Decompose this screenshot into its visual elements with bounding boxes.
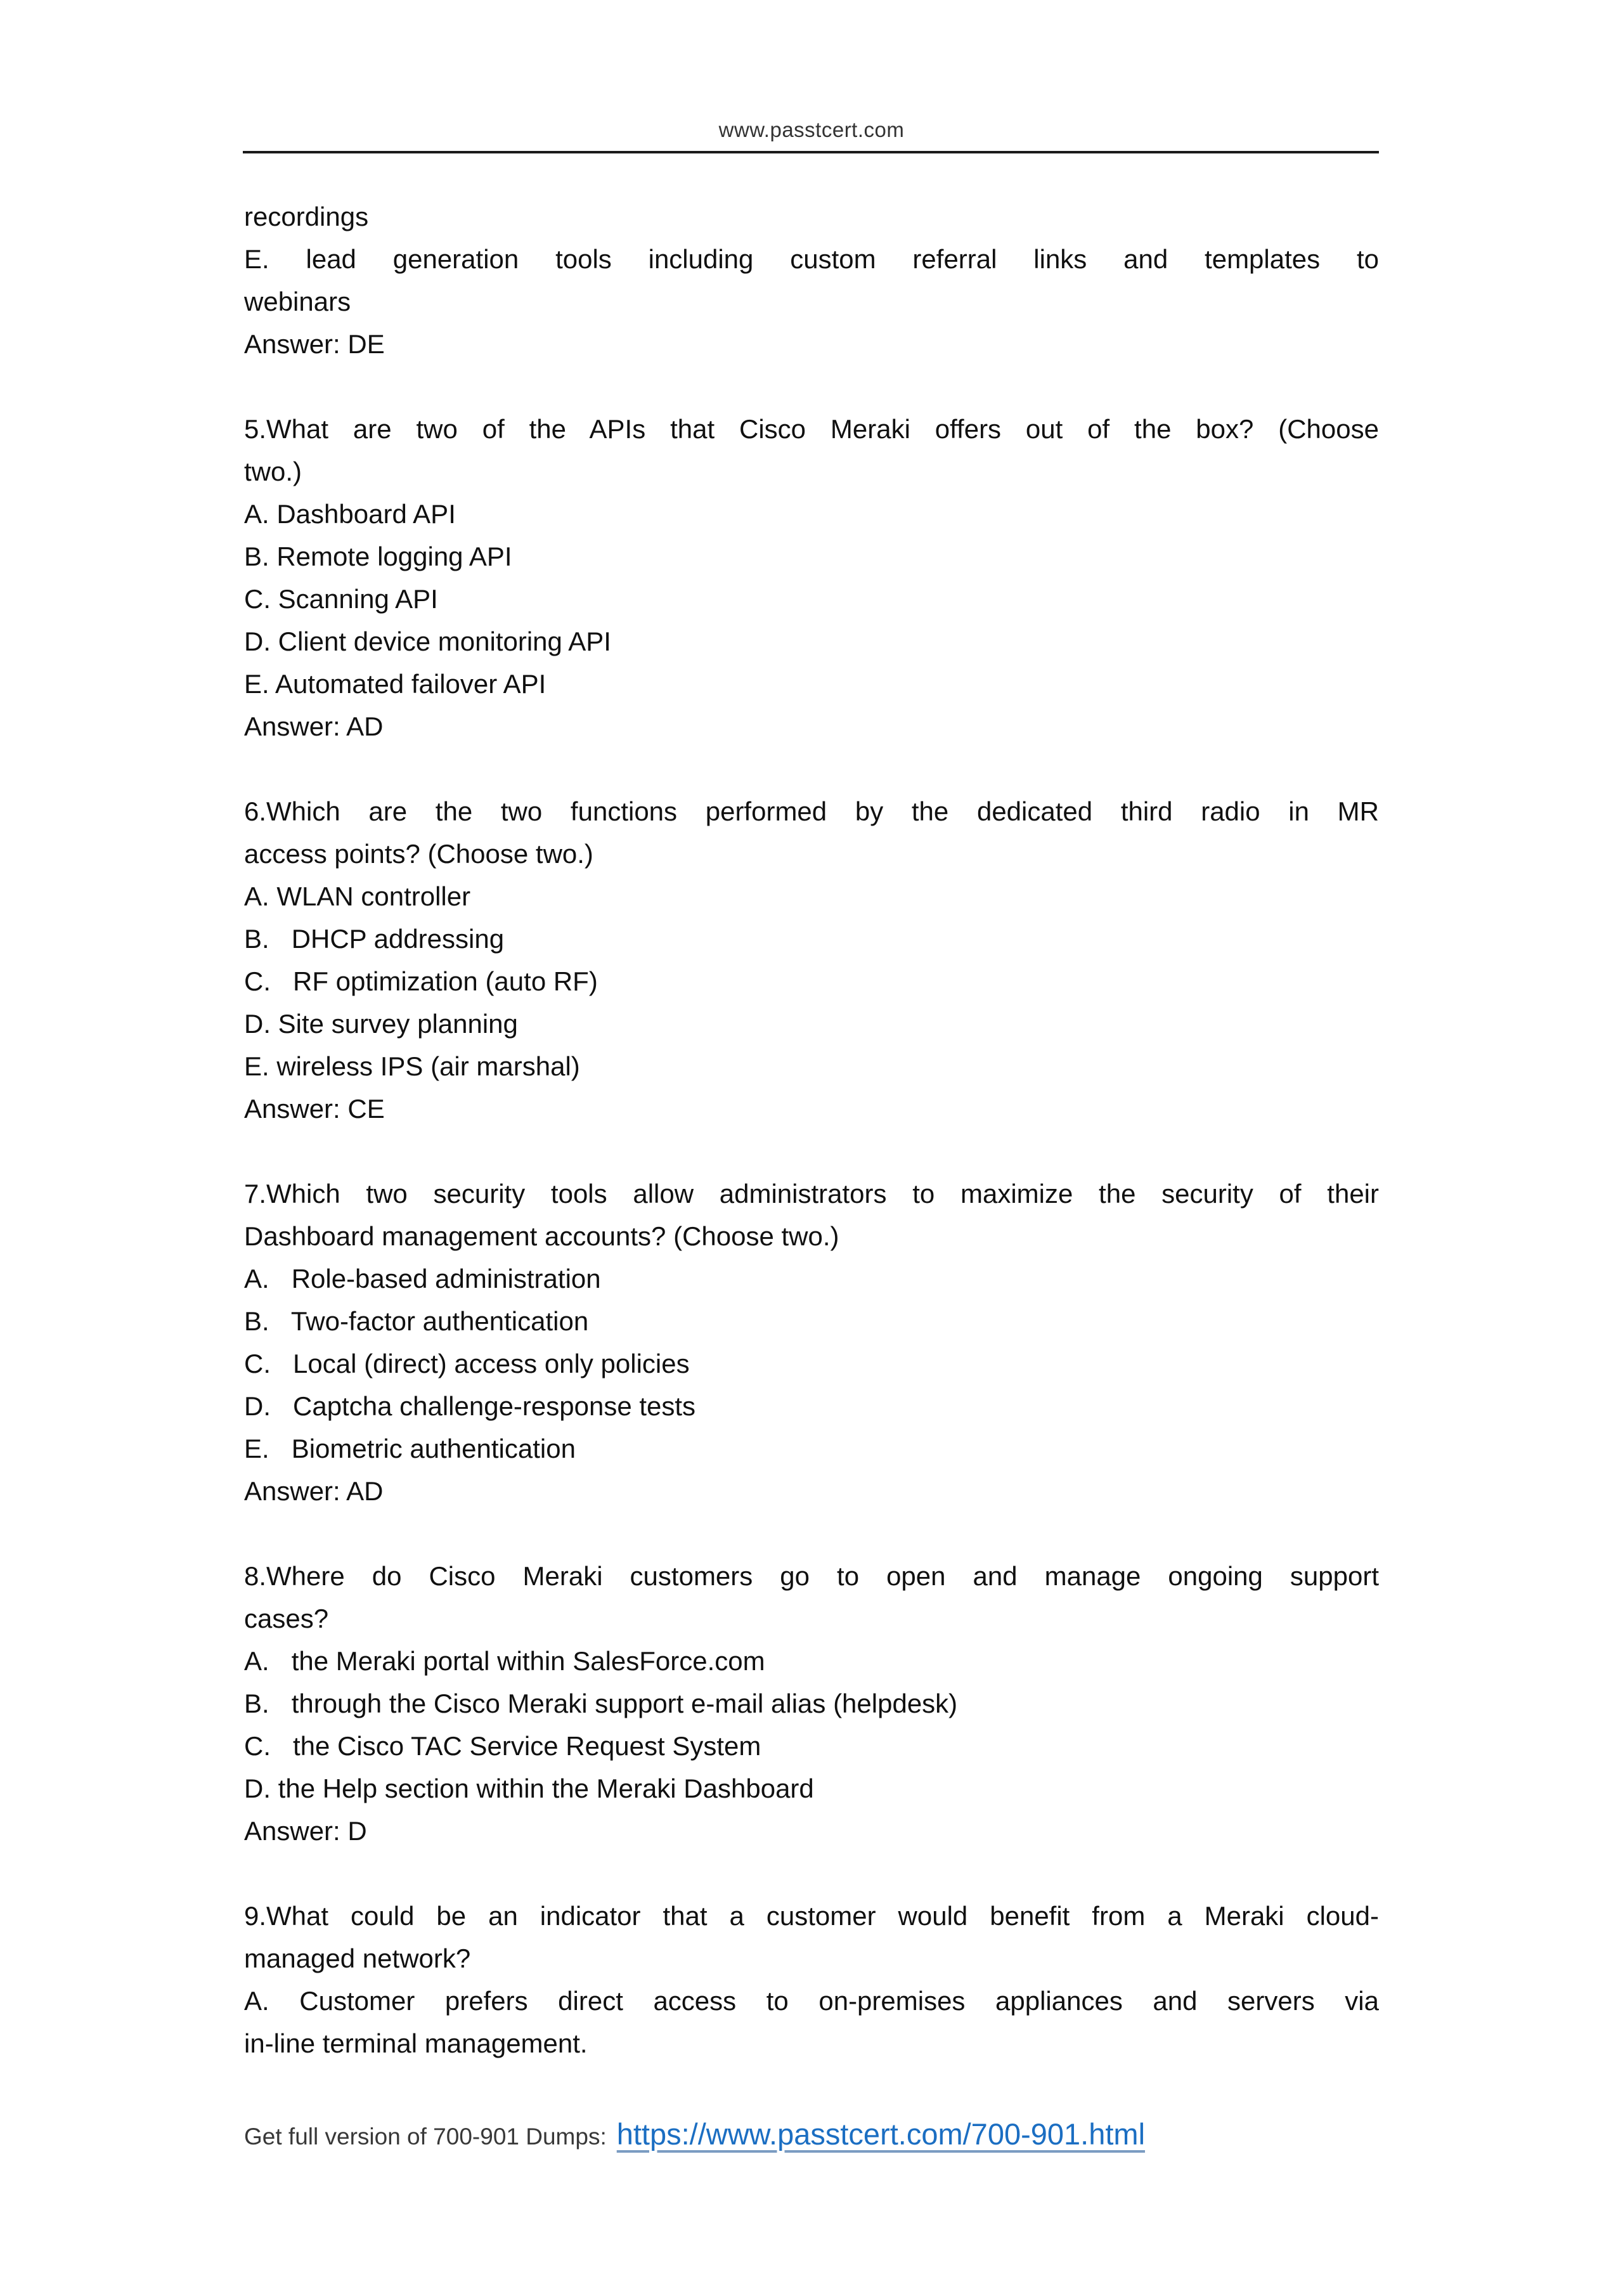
text-line: A. Role-based administration [244, 1264, 601, 1294]
question-7 [244, 1172, 1379, 1512]
text-line: A. WLAN controller [244, 881, 471, 911]
text-line: 8.Where do Cisco Meraki customers go to open and manage ongoing support [244, 1561, 1379, 1591]
text-line: D. the Help section within the Meraki Dashboard [244, 1774, 814, 1803]
text-line: D. Captcha challenge-response tests [244, 1391, 696, 1421]
question-5 [244, 408, 1379, 748]
question-8 [244, 1555, 1379, 1852]
text-line: 5.What are two of the APIs that Cisco Meraki offers out of the box? (Choose [244, 414, 1379, 444]
text-line: E. Biometric authentication [244, 1434, 576, 1463]
text-line: 9.What could be an indicator that a customer would benefit from a Meraki cloud- [244, 1901, 1379, 1931]
text-line: Answer: DE [244, 329, 385, 359]
text-line: B. Remote logging API [244, 542, 512, 571]
text-line: A. the Meraki portal within SalesForce.com [244, 1646, 765, 1676]
text-line: webinars [244, 287, 351, 316]
text-line: recordings [244, 202, 369, 231]
header-site-url: www.passtcert.com [718, 118, 905, 141]
text-line: cases? [244, 1604, 329, 1633]
text-line: A. Customer prefers direct access to on-premises appliances and servers via [244, 1986, 1379, 2016]
text-line: C. the Cisco TAC Service Request System [244, 1731, 761, 1761]
question-9 [244, 1895, 1379, 2065]
question-6 [244, 790, 1379, 1130]
footer [244, 2117, 1379, 2151]
question-4-tail [244, 195, 1379, 365]
text-line: Answer: AD [244, 1476, 384, 1506]
text-line: 6.Which are the two functions performed by the dedicated third radio in MR [244, 796, 1379, 826]
text-line: B. Two-factor authentication [244, 1306, 589, 1336]
text-line: Answer: AD [244, 711, 384, 741]
text-line: managed network? [244, 1943, 471, 1973]
footer-link[interactable]: https://www.passtcert.com/700-901.html [616, 2117, 1146, 2151]
text-line: C. Local (direct) access only policies [244, 1349, 690, 1378]
document-body [244, 195, 1379, 2065]
text-line: E. wireless IPS (air marshal) [244, 1051, 580, 1081]
text-line: Answer: D [244, 1816, 367, 1846]
text-line: 7.Which two security tools allow administrators to maximize the security of their [244, 1179, 1379, 1209]
text-line: D. Client device monitoring API [244, 626, 611, 656]
text-line: B. DHCP addressing [244, 924, 505, 954]
text-line: D. Site survey planning [244, 1009, 518, 1039]
text-line: C. RF optimization (auto RF) [244, 966, 598, 996]
text-line: two.) [244, 457, 302, 486]
text-line: E. Automated failover API [244, 669, 546, 699]
header-divider [243, 151, 1379, 153]
text-line: Answer: CE [244, 1094, 385, 1124]
text-line: A. Dashboard API [244, 499, 456, 529]
text-line: C. Scanning API [244, 584, 438, 614]
text-line: E. lead generation tools including custom referral links and templates to [244, 244, 1379, 274]
footer-text: Get full version of 700-901 Dumps: [244, 2124, 607, 2150]
text-line: access points? (Choose two.) [244, 839, 593, 869]
text-line: B. through the Cisco Meraki support e-mail alias (helpdesk) [244, 1689, 958, 1718]
text-line: Dashboard management accounts? (Choose two.) [244, 1221, 839, 1251]
text-line: in-line terminal management. [244, 2028, 588, 2058]
